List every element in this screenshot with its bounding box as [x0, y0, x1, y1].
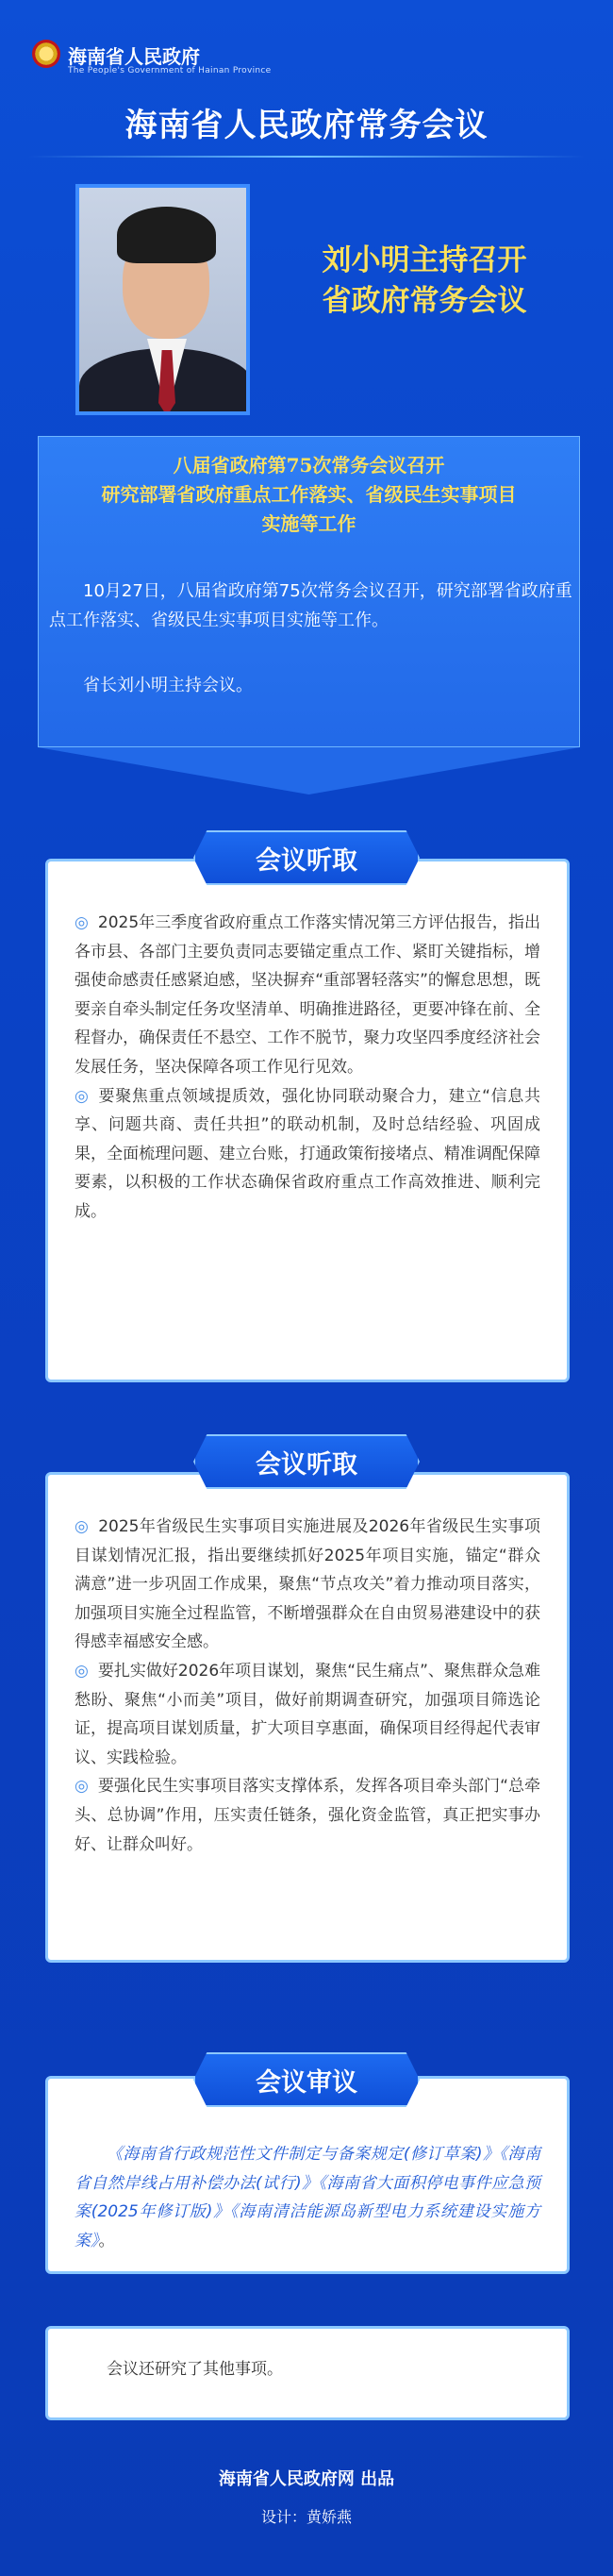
- other-text: 会议还研究了其他事项。: [107, 2360, 283, 2379]
- headline-line2: 省政府常务会议: [322, 284, 527, 319]
- intro-title-line3: 实施等工作: [261, 512, 356, 535]
- intro-title: [47, 451, 571, 539]
- section1-item: ◎ 要聚焦重点领域提质效，强化协同联动聚合力，建立“信息共享、问题共商、责任共担”的联动机制，及时总结经验、巩固成果，全面梳理问题、建立台账，打通政策衔接堵点、精准调配保障要素，以积极的工作状态确保省政府重点工作高效推进、顺利完成。: [75, 1086, 540, 1221]
- section1-card: [45, 859, 570, 1382]
- headline: [273, 241, 575, 323]
- doc-3: 《海南省大面积停电事件应急预案(2025年修订版)》: [75, 2173, 541, 2222]
- doc-1: 《海南省行政规范性文件制定与备案规定(修订草案)》: [107, 2145, 500, 2164]
- footer-publisher: 海南省人民政府网 出品: [218, 2469, 395, 2489]
- bullet-icon: ◎: [75, 1086, 90, 1106]
- section2-label: 会议听取: [256, 1450, 357, 1480]
- intro-box-notch: [38, 747, 580, 795]
- intro-host: 省长刘小明主持会议。: [83, 676, 253, 695]
- other-card: [45, 2326, 570, 2420]
- footer-designer: 设计：黄娇燕: [260, 2508, 352, 2526]
- headline-line1: 刘小明主持召开: [322, 243, 527, 277]
- section1-header: [0, 830, 613, 885]
- section3-label: 会议审议: [256, 2068, 357, 2098]
- bullet-icon: ◎: [75, 913, 89, 932]
- title-divider: [28, 156, 585, 158]
- bullet-icon: ◎: [75, 1777, 89, 1797]
- section2-item: ◎ 要强化民生实事项目落实支撑体系，发挥各项目牵头部门“总牵头、总协调”作用，压实责任链条，强化资金监管，真正把实事办好、让群众叫好。: [75, 1777, 540, 1854]
- gov-name: 海南省人民政府: [68, 45, 200, 68]
- section2-item: ◎ 要扎实做好2026年项目谋划，聚焦“民生痛点”、聚焦群众急难愁盼、聚焦“小而美”项目，做好前期调查研究，加强项目筛选论证，提高项目谋划质量，扩大项目享惠面，确保项目经得起代表审议、实践检验。: [75, 1661, 540, 1767]
- section1-item: ◎ 2025年三季度省政府重点工作落实情况第三方评估报告，指出各市县、各部门主要负责同志要锚定重点工作、紧盯关键指标，增强使命感责任感紧迫感，坚决摒弃“重部署轻落实”的懈怠思想，既要亲自牵头制定任务攻坚清单、明确推进路径，更要冲锋在前、全程督办，确保责任不悬空、工作不脱节，聚力攻坚四季度经济社会发展任务，坚决保障各项工作见行见效。: [75, 913, 540, 1077]
- bullet-icon: ◎: [75, 1517, 90, 1536]
- intro-paragraph: 10月27日，八届省政府第75次常务会议召开，研究部署省政府重点工作落实、省级民生实事项目实施等工作。: [49, 581, 572, 630]
- intro-title-line1: 八届省政府第75次常务会议召开: [173, 454, 445, 477]
- bullet-icon: ◎: [75, 1661, 89, 1681]
- section1-label: 会议听取: [256, 846, 357, 876]
- section2-header: [0, 1434, 613, 1489]
- national-emblem-icon: [32, 40, 60, 68]
- gov-subtitle: The People's Government of Hainan Province: [68, 66, 272, 75]
- section2-card: [45, 1472, 570, 1963]
- intro-title-line2: 研究部署省政府重点工作落实、省级民生实事项目: [101, 483, 517, 506]
- section3-header: [0, 2052, 613, 2107]
- doc-2: 《海南省自然岸线占用补偿办法(试行)》: [75, 2145, 541, 2193]
- doc-4: 《海南清洁能源岛新型电力系统建设实施方案》: [75, 2202, 541, 2250]
- section3-docs: 《海南省行政规范性文件制定与备案规定(修订草案)》《海南省自然岸线占用补偿办法(试行)》《海南省大面积停电事件应急预案(2025年修订版)》《海南清洁能源岛新型电力系统建设实施方案》。: [75, 2145, 541, 2250]
- portrait-photo: [75, 184, 250, 415]
- section2-item: ◎ 2025年省级民生实事项目实施进展及2026年省级民生实事项目谋划情况汇报，指出要继续抓好2025年项目实施，锚定“群众满意”进一步巩固工作成果，聚焦“节点攻关”着力推动项目落实，加强项目实施全过程监管，不断增强群众在自由贸易港建设中的获得感幸福感安全感。: [75, 1517, 540, 1652]
- top-header: [0, 0, 613, 85]
- page-title: 海南省人民政府常务会议: [124, 107, 489, 144]
